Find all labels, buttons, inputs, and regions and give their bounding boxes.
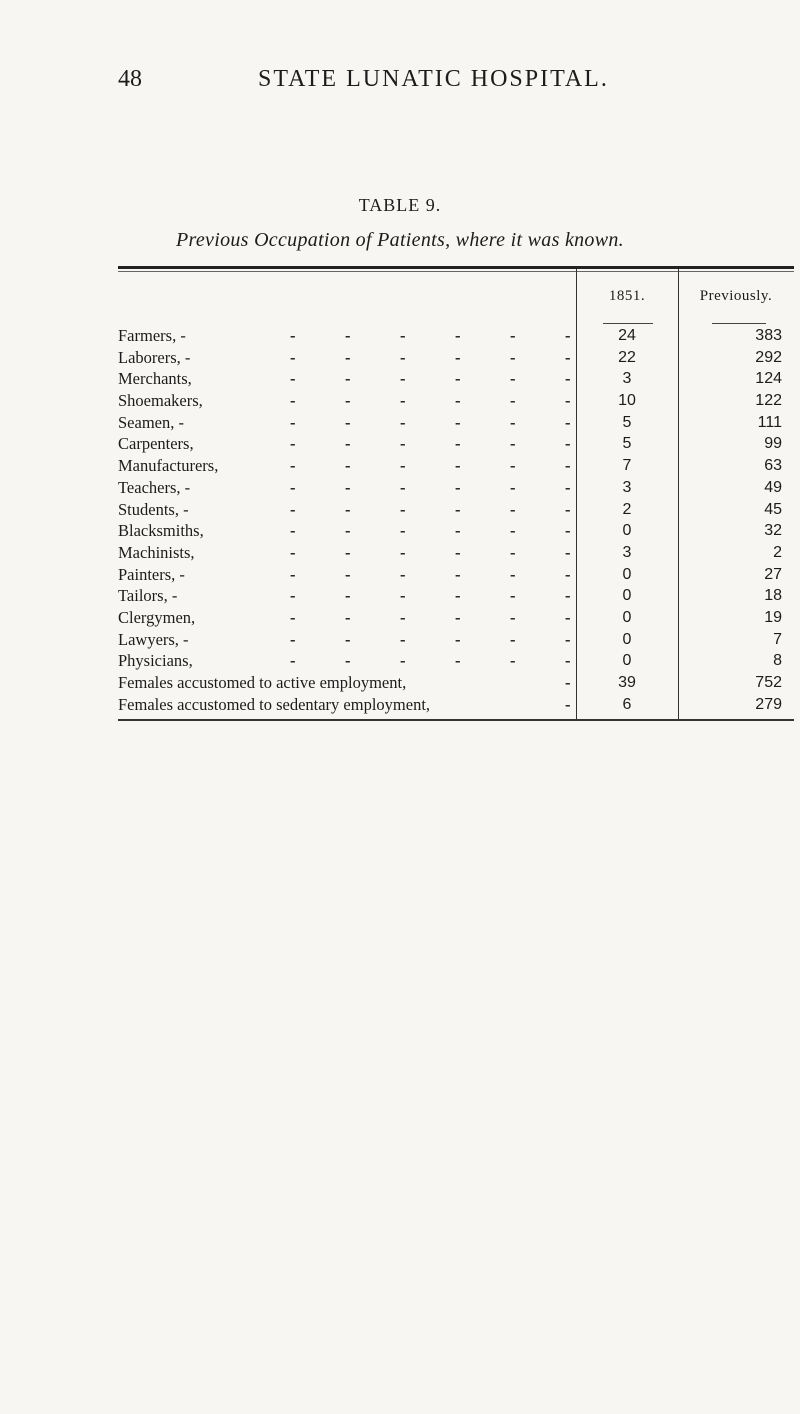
leader-dash: - [345, 542, 351, 562]
leader-dash: - [345, 347, 351, 367]
leader-dash: - [290, 347, 296, 367]
occupation-label: Machinists, [118, 542, 195, 562]
table-row [118, 672, 794, 694]
table-row [118, 499, 794, 521]
value-1851: 0 [622, 587, 632, 605]
occupation-label: Farmers, - [118, 326, 186, 345]
leader-dash: - [400, 564, 406, 584]
leader-dash: - [565, 477, 571, 497]
value-1851: 5 [622, 435, 632, 453]
leader-dash: - [510, 456, 516, 476]
value-previously: 49 [764, 478, 782, 496]
table-row [118, 585, 794, 607]
occupation-label: Seamen, - [118, 412, 184, 432]
leader-dash: - [400, 434, 406, 454]
leader-dash: - [510, 586, 516, 606]
leader-dash: - [455, 412, 461, 432]
leader-dash: - [455, 434, 461, 454]
table-row [118, 607, 794, 629]
leader-dash: - [400, 369, 406, 389]
value-previously: 111 [757, 413, 782, 431]
table-row [118, 390, 794, 412]
leader-dash: - [510, 434, 516, 454]
leader-dash: - [400, 542, 406, 562]
leader-dash: - [400, 521, 406, 541]
occupation-label: Painters, - [118, 564, 185, 584]
leader-dash: - [345, 607, 351, 627]
leader-dash: - [455, 586, 461, 606]
leader-dash: - [455, 521, 461, 541]
value-previously: 63 [764, 457, 782, 475]
column-header-1851: 1851. [608, 288, 646, 304]
leader-dash: - [565, 694, 571, 714]
leader-dash: - [455, 369, 461, 389]
leader-dash: - [510, 607, 516, 627]
table-caption: Previous Occupation of Patients, where it was known. [176, 229, 624, 251]
leader-dash: - [345, 412, 351, 432]
table-label: TABLE 9. [358, 195, 442, 215]
value-previously: 99 [764, 435, 782, 453]
leader-dash: - [345, 586, 351, 606]
leader-dash: - [455, 347, 461, 367]
table-row [118, 564, 794, 586]
table-row [118, 520, 794, 542]
value-previously: 45 [764, 500, 782, 518]
occupation-label: Manufacturers, [118, 456, 219, 476]
leader-dash: - [565, 542, 571, 562]
occupation-label: Merchants, [118, 369, 192, 389]
leader-dash: - [290, 391, 296, 411]
leader-dash: - [510, 629, 516, 649]
leader-dash: - [565, 586, 571, 606]
value-previously: 19 [764, 608, 782, 626]
table-row [118, 347, 794, 369]
leader-dash: - [290, 412, 296, 432]
leader-dash: - [565, 607, 571, 627]
leader-dash: - [345, 369, 351, 389]
occupation-label: Females accustomed to sedentary employment, [118, 694, 431, 714]
table-row [118, 433, 794, 455]
leader-dash: - [455, 607, 461, 627]
column-header-previously: Previously. [699, 288, 773, 304]
value-1851: 0 [622, 522, 632, 540]
running-head: STATE LUNATIC HOSPITAL. [258, 66, 609, 92]
leader-dash: - [510, 542, 516, 562]
leader-dash: - [510, 651, 516, 671]
leader-dash: - [565, 391, 571, 411]
value-1851: 2 [622, 500, 632, 518]
leader-dash: - [565, 521, 571, 541]
leader-dash: - [290, 629, 296, 649]
column-header-rule [603, 323, 653, 324]
leader-dash: - [510, 391, 516, 411]
value-previously: 279 [755, 695, 782, 713]
leader-dash: - [400, 651, 406, 671]
occupation-label: Physicians, [118, 651, 193, 671]
table-row [118, 325, 794, 347]
table-body [118, 325, 794, 715]
occupation-label: Shoemakers, [118, 391, 203, 411]
leader-dash: - [565, 499, 571, 519]
leader-dash: - [455, 651, 461, 671]
table-row [118, 455, 794, 477]
leader-dash: - [455, 326, 461, 345]
leader-dash: - [290, 434, 296, 454]
leader-dash: - [290, 607, 296, 627]
table-row [118, 368, 794, 390]
leader-dash: - [565, 412, 571, 432]
occupation-label: Carpenters, [118, 434, 194, 454]
leader-dash: - [345, 629, 351, 649]
leader-dash: - [455, 456, 461, 476]
occupation-label: Clergymen, [118, 607, 196, 627]
leader-dash: - [565, 456, 571, 476]
leader-dash: - [290, 521, 296, 541]
leader-dash: - [510, 521, 516, 541]
leader-dash: - [290, 369, 296, 389]
leader-dash: - [345, 564, 351, 584]
value-previously: 292 [755, 348, 782, 366]
leader-dash: - [510, 369, 516, 389]
leader-dash: - [565, 347, 571, 367]
value-1851: 0 [622, 608, 632, 626]
value-previously: 2 [773, 543, 782, 561]
table-bottom-rule [118, 719, 794, 721]
occupation-label: Students, - [118, 499, 189, 519]
leader-dash: - [510, 347, 516, 367]
leader-dash: - [400, 629, 406, 649]
leader-dash: - [400, 607, 406, 627]
leader-dash: - [565, 326, 571, 345]
table-row [118, 477, 794, 499]
leader-dash: - [565, 434, 571, 454]
leader-dash: - [565, 651, 571, 671]
value-1851: 0 [622, 630, 632, 648]
leader-dash: - [400, 391, 406, 411]
value-previously: 383 [755, 327, 782, 344]
table-row [118, 542, 794, 564]
leader-dash: - [510, 477, 516, 497]
value-1851: 7 [622, 457, 632, 475]
column-header-rule [712, 323, 766, 324]
table-row [118, 650, 794, 672]
value-1851: 0 [622, 565, 632, 583]
value-previously: 27 [764, 565, 782, 583]
leader-dash: - [400, 499, 406, 519]
leader-dash: - [345, 456, 351, 476]
leader-dash: - [455, 499, 461, 519]
page-number: 48 [118, 66, 142, 92]
leader-dash: - [510, 412, 516, 432]
table-row [118, 412, 794, 434]
leader-dash: - [455, 564, 461, 584]
leader-dash: - [290, 586, 296, 606]
value-previously: 124 [755, 370, 782, 388]
leader-dash: - [455, 391, 461, 411]
occupation-label: Females accustomed to active employment, [118, 673, 407, 692]
leader-dash: - [455, 542, 461, 562]
value-previously: 32 [764, 522, 782, 540]
value-1851: 5 [622, 413, 632, 431]
value-1851: 24 [618, 327, 636, 344]
leader-dash: - [565, 629, 571, 649]
leader-dash: - [510, 326, 516, 345]
table-top-rule [118, 266, 794, 269]
value-1851: 3 [622, 543, 632, 561]
value-1851: 3 [622, 478, 632, 496]
leader-dash: - [345, 499, 351, 519]
leader-dash: - [345, 391, 351, 411]
table-top-rule-thin [118, 271, 794, 272]
leader-dash: - [345, 434, 351, 454]
value-1851: 10 [618, 392, 636, 410]
table-row [118, 629, 794, 651]
leader-dash: - [455, 477, 461, 497]
occupation-label: Blacksmiths, [118, 521, 204, 541]
occupation-label: Laborers, - [118, 347, 191, 367]
value-previously: 752 [755, 674, 782, 691]
leader-dash: - [290, 456, 296, 476]
leader-dash: - [400, 412, 406, 432]
leader-dash: - [290, 499, 296, 519]
value-previously: 122 [755, 392, 782, 410]
leader-dash: - [290, 564, 296, 584]
occupation-label: Tailors, - [118, 586, 178, 606]
leader-dash: - [510, 564, 516, 584]
leader-dash: - [565, 673, 571, 692]
leader-dash: - [290, 326, 296, 345]
leader-dash: - [345, 326, 351, 345]
value-previously: 8 [773, 652, 782, 670]
value-previously: 18 [764, 587, 782, 605]
table-row [118, 694, 794, 716]
occupation-label: Teachers, - [118, 477, 191, 497]
leader-dash: - [345, 651, 351, 671]
value-1851: 22 [618, 348, 636, 366]
leader-dash: - [400, 347, 406, 367]
leader-dash: - [345, 521, 351, 541]
value-1851: 6 [622, 695, 632, 713]
leader-dash: - [510, 499, 516, 519]
value-1851: 39 [618, 674, 636, 691]
leader-dash: - [290, 542, 296, 562]
value-1851: 0 [622, 652, 632, 670]
occupation-label: Lawyers, - [118, 629, 189, 649]
leader-dash: - [400, 456, 406, 476]
leader-dash: - [400, 477, 406, 497]
value-1851: 3 [622, 370, 632, 388]
leader-dash: - [290, 651, 296, 671]
leader-dash: - [400, 586, 406, 606]
leader-dash: - [455, 629, 461, 649]
leader-dash: - [400, 326, 406, 345]
leader-dash: - [345, 477, 351, 497]
leader-dash: - [565, 369, 571, 389]
value-previously: 7 [773, 630, 782, 648]
leader-dash: - [290, 477, 296, 497]
leader-dash: - [565, 564, 571, 584]
